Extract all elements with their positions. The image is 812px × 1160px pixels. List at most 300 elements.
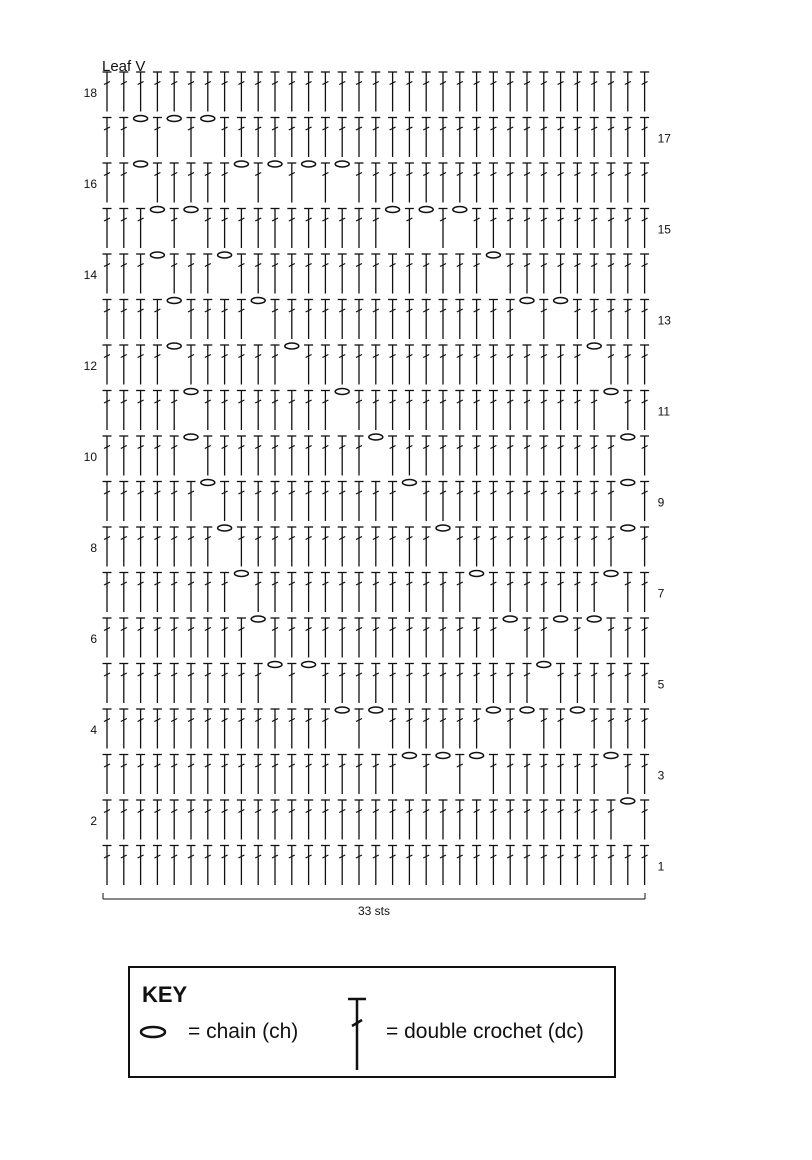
double-crochet-stitch	[220, 345, 229, 385]
chain-stitch	[184, 207, 198, 213]
double-crochet-stitch	[455, 72, 464, 112]
double-crochet-stitch	[439, 709, 448, 749]
double-crochet-stitch	[388, 163, 397, 203]
double-crochet-stitch	[472, 709, 481, 749]
double-crochet-stitch	[439, 436, 448, 476]
double-crochet-stitch	[539, 755, 548, 795]
double-crochet-stitch	[287, 72, 296, 112]
double-crochet-stitch	[472, 345, 481, 385]
double-crochet-stitch	[472, 300, 481, 340]
double-crochet-stitch	[455, 118, 464, 158]
stitch-row-5	[103, 662, 650, 704]
double-crochet-stitch	[371, 664, 380, 704]
double-crochet-stitch	[321, 755, 330, 795]
double-crochet-stitch	[506, 664, 515, 704]
double-crochet-stitch	[119, 846, 128, 886]
chain-stitch	[302, 161, 316, 167]
double-crochet-stitch	[103, 254, 112, 294]
double-crochet-stitch	[254, 118, 263, 158]
row-label-right: 17	[657, 131, 671, 146]
double-crochet-stitch	[623, 618, 632, 658]
double-crochet-stitch	[506, 163, 515, 203]
double-crochet-stitch	[203, 72, 212, 112]
double-crochet-stitch	[153, 482, 162, 522]
double-crochet-stitch	[439, 72, 448, 112]
double-crochet-stitch	[455, 573, 464, 613]
chain-stitch	[150, 207, 164, 213]
double-crochet-stitch	[405, 209, 414, 249]
double-crochet-stitch	[237, 527, 246, 567]
double-crochet-stitch	[607, 300, 616, 340]
double-crochet-stitch	[556, 436, 565, 476]
double-crochet-stitch	[607, 527, 616, 567]
double-crochet-stitch	[287, 391, 296, 431]
double-crochet-stitch	[287, 209, 296, 249]
double-crochet-stitch	[170, 482, 179, 522]
double-crochet-stitch	[489, 345, 498, 385]
double-crochet-stitch	[119, 573, 128, 613]
double-crochet-stitch	[119, 254, 128, 294]
double-crochet-stitch	[539, 436, 548, 476]
double-crochet-stitch	[439, 800, 448, 840]
double-crochet-stitch	[220, 209, 229, 249]
double-crochet-stitch	[439, 482, 448, 522]
double-crochet-stitch	[472, 618, 481, 658]
double-crochet-stitch	[405, 118, 414, 158]
double-crochet-stitch	[287, 664, 296, 704]
double-crochet-stitch	[254, 209, 263, 249]
double-crochet-stitch	[539, 118, 548, 158]
double-crochet-stitch	[388, 391, 397, 431]
double-crochet-stitch	[254, 391, 263, 431]
double-crochet-stitch	[422, 254, 431, 294]
double-crochet-stitch	[136, 254, 145, 294]
double-crochet-stitch	[422, 846, 431, 886]
stitch-row-12	[103, 343, 650, 385]
double-crochet-stitch	[523, 800, 532, 840]
double-crochet-stitch	[136, 527, 145, 567]
double-crochet-stitch	[170, 573, 179, 613]
double-crochet-stitch	[607, 345, 616, 385]
double-crochet-stitch	[405, 527, 414, 567]
double-crochet-stitch	[506, 391, 515, 431]
row-label-left: 4	[90, 722, 97, 737]
double-crochet-stitch	[254, 846, 263, 886]
double-crochet-stitch	[405, 436, 414, 476]
double-crochet-stitch	[355, 72, 364, 112]
double-crochet-stitch	[489, 573, 498, 613]
double-crochet-stitch	[355, 391, 364, 431]
double-crochet-stitch	[590, 709, 599, 749]
double-crochet-stitch	[455, 163, 464, 203]
double-crochet-stitch	[119, 300, 128, 340]
double-crochet-stitch	[506, 254, 515, 294]
double-crochet-stitch	[119, 163, 128, 203]
double-crochet-stitch	[153, 436, 162, 476]
double-crochet-stitch	[388, 846, 397, 886]
double-crochet-stitch	[304, 300, 313, 340]
double-crochet-stitch	[573, 664, 582, 704]
double-crochet-stitch	[187, 527, 196, 567]
double-crochet-stitch	[119, 391, 128, 431]
chain-stitch	[201, 116, 215, 122]
row-label-left: 14	[83, 267, 97, 282]
double-crochet-stitch	[405, 254, 414, 294]
double-crochet-stitch	[136, 755, 145, 795]
double-crochet-stitch	[254, 72, 263, 112]
double-crochet-stitch	[523, 482, 532, 522]
double-crochet-stitch	[271, 800, 280, 840]
double-crochet-stitch	[338, 118, 347, 158]
double-crochet-stitch	[103, 709, 112, 749]
double-crochet-stitch	[355, 163, 364, 203]
double-crochet-stitch	[355, 345, 364, 385]
chain-stitch	[369, 434, 383, 440]
double-crochet-stitch	[321, 573, 330, 613]
double-crochet-stitch	[220, 300, 229, 340]
double-crochet-stitch	[136, 482, 145, 522]
double-crochet-stitch	[539, 846, 548, 886]
double-crochet-stitch	[573, 527, 582, 567]
double-crochet-stitch	[371, 72, 380, 112]
double-crochet-stitch	[422, 664, 431, 704]
double-crochet-stitch	[371, 163, 380, 203]
double-crochet-stitch	[388, 573, 397, 613]
double-crochet-stitch	[371, 209, 380, 249]
row-label-right: 1	[657, 859, 665, 874]
double-crochet-stitch	[170, 72, 179, 112]
double-crochet-stitch	[220, 618, 229, 658]
double-crochet-stitch	[136, 846, 145, 886]
double-crochet-stitch	[136, 618, 145, 658]
double-crochet-stitch	[103, 573, 112, 613]
chain-stitch	[486, 707, 500, 713]
double-crochet-stitch	[153, 300, 162, 340]
double-crochet-stitch	[556, 755, 565, 795]
double-crochet-stitch	[254, 800, 263, 840]
double-crochet-stitch	[590, 254, 599, 294]
double-crochet-stitch	[607, 482, 616, 522]
double-crochet-stitch	[590, 527, 599, 567]
double-crochet-stitch	[607, 846, 616, 886]
chain-stitch	[419, 207, 433, 213]
double-crochet-icon	[344, 992, 370, 1074]
double-crochet-stitch	[237, 118, 246, 158]
double-crochet-stitch	[455, 345, 464, 385]
double-crochet-stitch	[455, 527, 464, 567]
double-crochet-stitch	[506, 118, 515, 158]
double-crochet-stitch	[405, 72, 414, 112]
chain-stitch	[167, 298, 181, 304]
chain-stitch	[587, 616, 601, 622]
double-crochet-stitch	[187, 254, 196, 294]
width-bracket	[103, 893, 645, 899]
chain-stitch	[453, 207, 467, 213]
double-crochet-stitch	[439, 163, 448, 203]
double-crochet-stitch	[203, 209, 212, 249]
double-crochet-stitch	[287, 163, 296, 203]
double-crochet-stitch	[422, 345, 431, 385]
double-crochet-stitch	[371, 755, 380, 795]
double-crochet-stitch	[556, 345, 565, 385]
double-crochet-stitch	[103, 163, 112, 203]
chain-stitch	[621, 525, 635, 531]
double-crochet-stitch	[254, 345, 263, 385]
double-crochet-stitch	[355, 527, 364, 567]
row-label-left: 10	[83, 449, 97, 464]
double-crochet-stitch	[304, 345, 313, 385]
chain-stitch	[470, 571, 484, 577]
double-crochet-stitch	[607, 664, 616, 704]
double-crochet-stitch	[623, 345, 632, 385]
double-crochet-stitch	[607, 436, 616, 476]
row-label-left: 18	[83, 85, 97, 100]
chain-stitch	[604, 753, 618, 759]
chain-stitch	[604, 389, 618, 395]
double-crochet-stitch	[506, 482, 515, 522]
double-crochet-stitch	[607, 800, 616, 840]
double-crochet-stitch	[203, 163, 212, 203]
double-crochet-stitch	[573, 755, 582, 795]
double-crochet-stitch	[338, 254, 347, 294]
double-crochet-stitch	[607, 72, 616, 112]
double-crochet-stitch	[539, 300, 548, 340]
double-crochet-stitch	[523, 436, 532, 476]
double-crochet-stitch	[388, 755, 397, 795]
double-crochet-stitch	[472, 527, 481, 567]
double-crochet-stitch	[187, 482, 196, 522]
double-crochet-stitch	[187, 345, 196, 385]
double-crochet-stitch	[506, 800, 515, 840]
double-crochet-stitch	[271, 436, 280, 476]
double-crochet-stitch	[455, 846, 464, 886]
double-crochet-stitch	[355, 664, 364, 704]
row-label-left: 6	[90, 631, 97, 646]
double-crochet-stitch	[304, 709, 313, 749]
double-crochet-stitch	[103, 618, 112, 658]
double-crochet-stitch	[422, 527, 431, 567]
double-crochet-stitch	[472, 118, 481, 158]
double-crochet-stitch	[489, 800, 498, 840]
double-crochet-stitch	[220, 755, 229, 795]
double-crochet-stitch	[203, 800, 212, 840]
double-crochet-stitch	[220, 846, 229, 886]
double-crochet-stitch	[237, 664, 246, 704]
double-crochet-stitch	[523, 254, 532, 294]
double-crochet-stitch	[338, 573, 347, 613]
double-crochet-stitch	[590, 573, 599, 613]
chain-stitch	[537, 662, 551, 668]
double-crochet-stitch	[153, 618, 162, 658]
double-crochet-stitch	[119, 664, 128, 704]
double-crochet-stitch	[506, 755, 515, 795]
stitch-row-1	[103, 846, 650, 886]
chain-stitch	[268, 161, 282, 167]
double-crochet-stitch	[338, 72, 347, 112]
double-crochet-stitch	[321, 209, 330, 249]
double-crochet-stitch	[338, 527, 347, 567]
chain-stitch	[285, 343, 299, 349]
double-crochet-stitch	[573, 436, 582, 476]
chart-title: Leaf V	[102, 58, 146, 75]
double-crochet-stitch	[489, 209, 498, 249]
double-crochet-stitch	[203, 527, 212, 567]
double-crochet-stitch	[439, 846, 448, 886]
double-crochet-stitch	[187, 618, 196, 658]
stitch-row-18	[103, 72, 650, 112]
double-crochet-stitch	[304, 118, 313, 158]
double-crochet-stitch	[103, 72, 112, 112]
double-crochet-stitch	[489, 436, 498, 476]
double-crochet-stitch	[153, 664, 162, 704]
double-crochet-stitch	[640, 436, 649, 476]
double-crochet-stitch	[119, 345, 128, 385]
double-crochet-stitch	[523, 72, 532, 112]
double-crochet-stitch	[220, 709, 229, 749]
double-crochet-stitch	[203, 436, 212, 476]
double-crochet-stitch	[287, 846, 296, 886]
double-crochet-stitch	[103, 118, 112, 158]
double-crochet-stitch	[489, 618, 498, 658]
double-crochet-stitch	[523, 163, 532, 203]
double-crochet-stitch	[489, 527, 498, 567]
double-crochet-stitch	[321, 436, 330, 476]
double-crochet-stitch	[338, 800, 347, 840]
double-crochet-stitch	[321, 72, 330, 112]
double-crochet-stitch	[405, 846, 414, 886]
double-crochet-stitch	[640, 618, 649, 658]
double-crochet-stitch	[590, 72, 599, 112]
double-crochet-stitch	[203, 709, 212, 749]
double-crochet-stitch	[439, 254, 448, 294]
double-crochet-stitch	[103, 755, 112, 795]
double-crochet-stitch	[539, 573, 548, 613]
chain-stitch	[268, 662, 282, 668]
double-crochet-stitch	[371, 800, 380, 840]
double-crochet-stitch	[523, 391, 532, 431]
double-crochet-stitch	[523, 618, 532, 658]
double-crochet-stitch	[119, 755, 128, 795]
double-crochet-stitch	[271, 72, 280, 112]
double-crochet-stitch	[304, 846, 313, 886]
double-crochet-stitch	[556, 573, 565, 613]
chain-stitch	[184, 434, 198, 440]
double-crochet-stitch	[455, 709, 464, 749]
double-crochet-stitch	[287, 527, 296, 567]
double-crochet-stitch	[523, 573, 532, 613]
double-crochet-stitch	[136, 573, 145, 613]
double-crochet-stitch	[640, 846, 649, 886]
chain-stitch	[234, 161, 248, 167]
double-crochet-stitch	[439, 209, 448, 249]
stitch-row-11	[103, 389, 650, 431]
double-crochet-stitch	[203, 254, 212, 294]
double-crochet-stitch	[506, 345, 515, 385]
double-crochet-stitch	[455, 391, 464, 431]
chain-stitch	[554, 298, 568, 304]
double-crochet-stitch	[203, 300, 212, 340]
double-crochet-stitch	[607, 709, 616, 749]
chain-stitch	[150, 252, 164, 258]
double-crochet-stitch	[153, 573, 162, 613]
double-crochet-stitch	[254, 163, 263, 203]
double-crochet-stitch	[506, 573, 515, 613]
double-crochet-stitch	[388, 72, 397, 112]
double-crochet-stitch	[220, 72, 229, 112]
double-crochet-stitch	[287, 618, 296, 658]
chain-stitch	[621, 480, 635, 486]
double-crochet-stitch	[203, 573, 212, 613]
double-crochet-stitch	[254, 709, 263, 749]
double-crochet-stitch	[523, 345, 532, 385]
chain-stitch	[570, 707, 584, 713]
chain-stitch	[436, 753, 450, 759]
double-crochet-stitch	[422, 300, 431, 340]
double-crochet-stitch	[321, 118, 330, 158]
stitch-row-6	[103, 616, 650, 658]
double-crochet-stitch	[371, 618, 380, 658]
double-crochet-stitch	[119, 482, 128, 522]
double-crochet-stitch	[371, 527, 380, 567]
double-crochet-stitch	[187, 163, 196, 203]
double-crochet-stitch	[103, 436, 112, 476]
double-crochet-stitch	[136, 345, 145, 385]
double-crochet-stitch	[623, 254, 632, 294]
double-crochet-stitch	[590, 209, 599, 249]
double-crochet-stitch	[136, 209, 145, 249]
double-crochet-stitch	[523, 209, 532, 249]
double-crochet-stitch	[623, 72, 632, 112]
double-crochet-stitch	[187, 300, 196, 340]
row-label-right: 11	[657, 404, 671, 419]
double-crochet-stitch	[455, 618, 464, 658]
double-crochet-stitch	[472, 72, 481, 112]
double-crochet-stitch	[187, 709, 196, 749]
double-crochet-stitch	[640, 755, 649, 795]
double-crochet-stitch	[153, 800, 162, 840]
double-crochet-stitch	[539, 709, 548, 749]
double-crochet-stitch	[136, 800, 145, 840]
double-crochet-stitch	[321, 618, 330, 658]
double-crochet-stitch	[405, 800, 414, 840]
double-crochet-stitch	[304, 436, 313, 476]
double-crochet-stitch	[136, 436, 145, 476]
double-crochet-stitch	[539, 391, 548, 431]
double-crochet-stitch	[523, 664, 532, 704]
double-crochet-stitch	[573, 482, 582, 522]
double-crochet-stitch	[254, 482, 263, 522]
double-crochet-stitch	[506, 709, 515, 749]
double-crochet-stitch	[187, 118, 196, 158]
double-crochet-stitch	[254, 573, 263, 613]
double-crochet-stitch	[422, 163, 431, 203]
double-crochet-stitch	[640, 709, 649, 749]
double-crochet-stitch	[271, 482, 280, 522]
double-crochet-stitch	[170, 163, 179, 203]
double-crochet-stitch	[321, 664, 330, 704]
double-crochet-stitch	[355, 436, 364, 476]
double-crochet-stitch	[287, 709, 296, 749]
double-crochet-stitch	[304, 527, 313, 567]
chain-key-label: = chain (ch)	[188, 1020, 299, 1043]
stitch-row-8	[103, 525, 650, 567]
double-crochet-stitch	[388, 482, 397, 522]
stitch-row-10	[103, 434, 650, 476]
stitch-row-15	[103, 207, 650, 249]
double-crochet-stitch	[590, 755, 599, 795]
double-crochet-stitch	[103, 800, 112, 840]
double-crochet-stitch	[355, 618, 364, 658]
